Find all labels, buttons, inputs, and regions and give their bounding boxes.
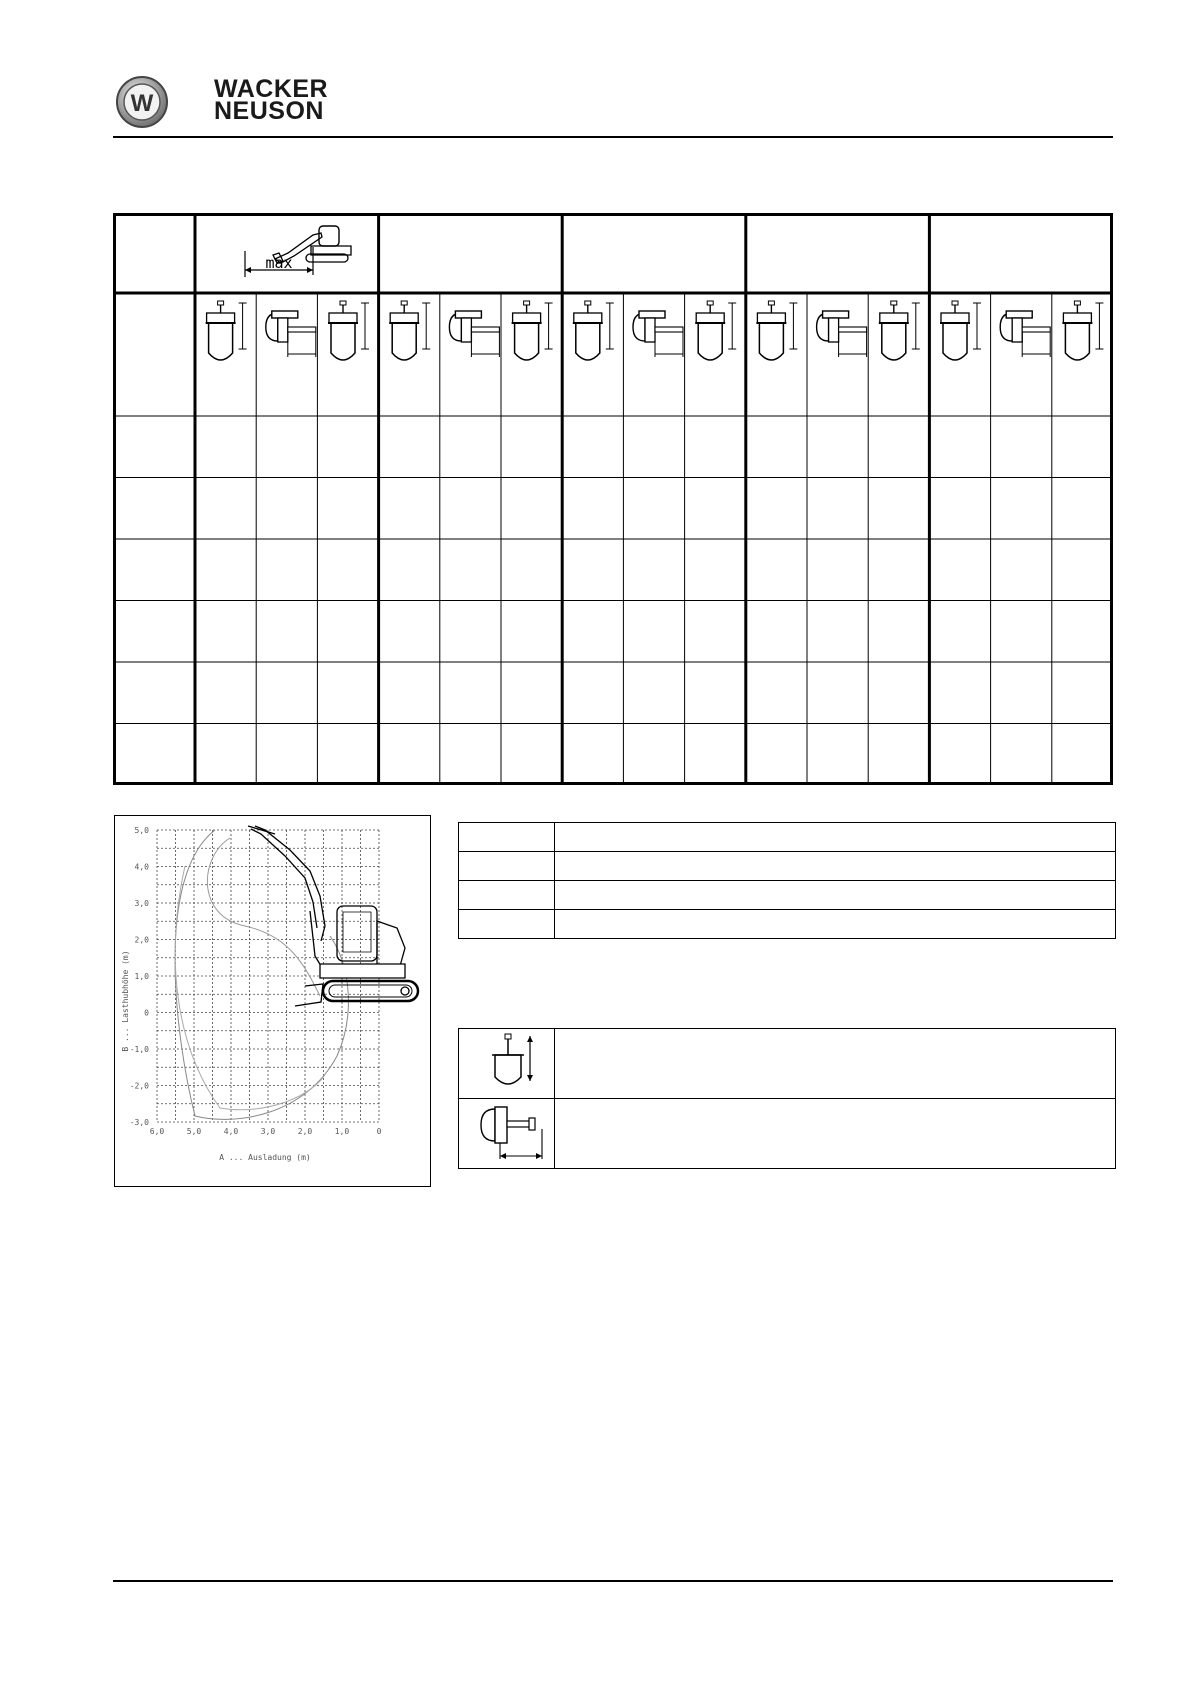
- side-icon: [449, 311, 499, 357]
- table-row: [459, 910, 1116, 939]
- height-icon: [756, 301, 797, 360]
- y-tick-label: 3,0: [134, 899, 149, 908]
- y-tick-label: -3,0: [129, 1118, 149, 1127]
- y-tick-label: 4,0: [134, 862, 149, 872]
- footer-rule: [113, 1580, 1113, 1582]
- logo-letter: W: [130, 90, 154, 117]
- range-y-ticks: [130, 826, 149, 1127]
- y-tick-label: -2,0: [129, 1081, 149, 1091]
- y-tick-label: 2,0: [134, 935, 149, 945]
- side-lift-icon: [467, 1099, 547, 1163]
- x-tick-label: 0: [376, 1127, 382, 1136]
- brand-line-1: WACKER: [214, 75, 329, 103]
- wacker-neuson-emblem-icon: [114, 74, 170, 130]
- spec-label-cell: [459, 823, 555, 852]
- spec-value-cell: [555, 852, 1116, 881]
- height-icon: [512, 301, 553, 360]
- range-y-label: B ... Lasthubhöhe (m): [121, 950, 130, 1052]
- table-header-icons: [206, 301, 1104, 360]
- range-x-label: A ... Ausladung (m): [219, 1153, 311, 1162]
- side-icon: [817, 311, 867, 357]
- x-tick-label: 5,0: [186, 1127, 202, 1136]
- specification-table: [458, 822, 1116, 939]
- legend-text-cell: [555, 1099, 1116, 1169]
- x-tick-label: 4,0: [223, 1127, 239, 1136]
- x-tick-label: 6,0: [149, 1127, 165, 1136]
- x-tick-label: 2,0: [297, 1127, 313, 1136]
- y-tick-label: 0: [144, 1008, 149, 1018]
- x-tick-label: 1,0: [334, 1127, 350, 1136]
- table-row: [459, 852, 1116, 881]
- height-icon: [389, 301, 430, 360]
- max-reach-icon: [245, 226, 351, 277]
- height-icon: [328, 301, 369, 360]
- y-tick-label: -1,0: [129, 1045, 149, 1054]
- height-icon: [573, 301, 614, 360]
- height-icon: [695, 301, 736, 360]
- reach-envelope-mid: [175, 866, 327, 1110]
- excavator-drawing: [248, 826, 418, 1006]
- side-icon: [1000, 311, 1050, 357]
- spec-label-cell: [459, 910, 555, 939]
- range-x-ticks: [150, 1127, 382, 1136]
- spec-label-cell: [459, 852, 555, 881]
- table-row: [459, 1029, 1116, 1099]
- max-label: max: [265, 254, 293, 272]
- brand-name: [214, 75, 329, 125]
- height-icon: [206, 301, 247, 360]
- height-icon: [940, 301, 981, 360]
- legend-icon-cell: [459, 1099, 555, 1169]
- brand-logo: [114, 74, 354, 130]
- load-capacity-table: [113, 213, 1113, 785]
- legend-icon-cell: [459, 1029, 555, 1099]
- spec-value-cell: [555, 881, 1116, 910]
- height-icon: [1062, 301, 1103, 360]
- legend-text-cell: [555, 1029, 1116, 1099]
- table-row: [459, 881, 1116, 910]
- x-tick-label: 3,0: [260, 1127, 276, 1136]
- front-lift-icon: [472, 1029, 542, 1093]
- height-icon: [879, 301, 920, 360]
- table-row: [459, 823, 1116, 852]
- reach-envelope-inner: [207, 838, 320, 996]
- working-range-diagram: [114, 815, 431, 1187]
- side-icon: [266, 311, 316, 357]
- table-border: [115, 215, 1112, 784]
- table-row: [459, 1099, 1116, 1169]
- spec-label-cell: [459, 881, 555, 910]
- y-tick-label: 1,0: [134, 972, 149, 981]
- lift-direction-legend: [458, 1028, 1116, 1169]
- table-grid: [113, 213, 1113, 785]
- y-tick-label: 5,0: [134, 826, 149, 835]
- spec-value-cell: [555, 910, 1116, 939]
- side-icon: [633, 311, 683, 357]
- spec-value-cell: [555, 823, 1116, 852]
- header-rule: [113, 136, 1113, 138]
- brand-line-2: NEUSON: [214, 97, 324, 125]
- range-diagram-svg: [115, 816, 430, 1186]
